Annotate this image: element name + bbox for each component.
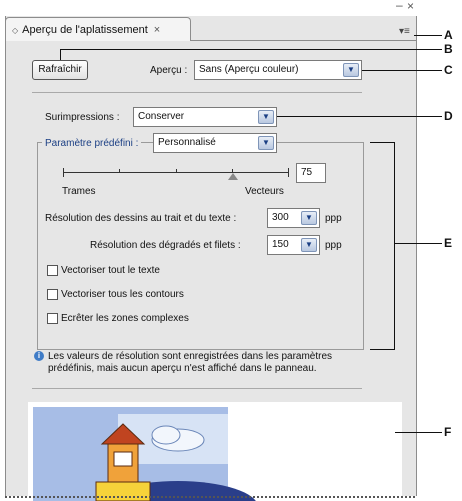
callout-b: B — [444, 42, 453, 56]
chevron-down-icon: ▼ — [343, 63, 359, 77]
artwork-base — [96, 482, 150, 501]
callout-a-line — [414, 35, 442, 36]
minimize-icon[interactable]: – — [396, 0, 403, 12]
gradient-resolution-label: Résolution des dégradés et filets : — [90, 240, 241, 251]
vector-label: Vecteurs — [245, 186, 284, 197]
callout-d-line — [277, 116, 442, 117]
overprints-select[interactable] — [133, 107, 277, 127]
preview-select[interactable] — [194, 60, 362, 80]
preview-select-value: Sans (Aperçu couleur) — [199, 64, 299, 75]
tab-close-icon[interactable]: × — [153, 24, 161, 36]
callout-f-line — [395, 432, 442, 433]
callout-e: E — [444, 236, 453, 250]
artwork-cloud — [152, 426, 180, 444]
preset-select-value: Personnalisé — [158, 137, 216, 148]
slider-value-input[interactable]: 75 — [296, 163, 326, 183]
overprints-select-value: Conserver — [138, 111, 185, 122]
panel-bottom-edge — [5, 496, 415, 498]
clip-complex-label: Ecrêter les zones complexes — [61, 313, 189, 324]
callout-e-line — [395, 243, 442, 244]
tab-title: Aperçu de l'aplatissement — [22, 24, 148, 36]
slider-tick — [119, 169, 120, 173]
line-art-unit: ppp — [325, 213, 342, 224]
refresh-button[interactable]: Rafraîchir — [32, 60, 88, 80]
gradient-resolution-select[interactable] — [267, 235, 320, 255]
convert-strokes-checkbox[interactable] — [47, 289, 58, 300]
chevron-down-icon: ▼ — [301, 238, 317, 252]
chevron-down-icon: ▼ — [258, 110, 274, 124]
info-text-line2: prédéfinis, mais aucun aperçu n'est affiché dans le panneau. — [48, 363, 317, 374]
gradient-resolution-value: 150 — [272, 239, 289, 250]
separator — [32, 92, 362, 93]
convert-strokes-label: Vectoriser tous les contours — [61, 289, 184, 300]
slider-tick — [288, 168, 289, 177]
preview-label: Aperçu : — [150, 65, 188, 76]
raster-label: Trames — [62, 186, 96, 197]
close-icon[interactable]: × — [407, 0, 415, 13]
line-art-resolution-value: 300 — [272, 212, 289, 223]
raster-vector-slider[interactable] — [63, 160, 289, 180]
diamond-icon: ◇ — [12, 26, 19, 35]
tab-bar-divider — [191, 40, 416, 41]
callout-b-drop — [60, 49, 61, 60]
callout-b-line — [60, 49, 442, 50]
preview-area[interactable] — [28, 402, 402, 501]
chevron-down-icon: ▼ — [258, 136, 274, 150]
info-text-line1: Les valeurs de résolution sont enregistrées dans les paramètres — [48, 351, 333, 362]
callout-c-line — [362, 70, 442, 71]
convert-text-checkbox[interactable] — [47, 265, 58, 276]
callout-c: C — [444, 63, 453, 77]
panel-menu-icon[interactable]: ▾≡ — [399, 26, 410, 37]
preset-select[interactable] — [153, 133, 277, 153]
callout-e-bracket — [370, 142, 395, 350]
convert-text-label: Vectoriser tout le texte — [61, 265, 160, 276]
separator — [32, 388, 362, 389]
callout-f: F — [444, 425, 452, 439]
slider-tick — [176, 169, 177, 173]
callout-d: D — [444, 109, 453, 123]
line-art-resolution-select[interactable] — [267, 208, 320, 228]
line-art-resolution-label: Résolution des dessins au trait et du texte : — [45, 213, 237, 224]
overprints-label: Surimpressions : — [45, 112, 120, 123]
artwork-window — [114, 452, 132, 466]
chevron-down-icon: ▼ — [301, 211, 317, 225]
clip-complex-checkbox[interactable] — [47, 313, 58, 324]
info-icon: i — [34, 351, 44, 361]
tab-flattener-preview[interactable] — [5, 17, 191, 41]
preset-label: Paramètre prédéfini : — [42, 138, 141, 149]
preview-artwork — [28, 402, 402, 501]
slider-tick — [63, 168, 64, 177]
slider-thumb[interactable] — [228, 173, 238, 180]
callout-a: A — [444, 28, 453, 42]
gradient-unit: ppp — [325, 240, 342, 251]
